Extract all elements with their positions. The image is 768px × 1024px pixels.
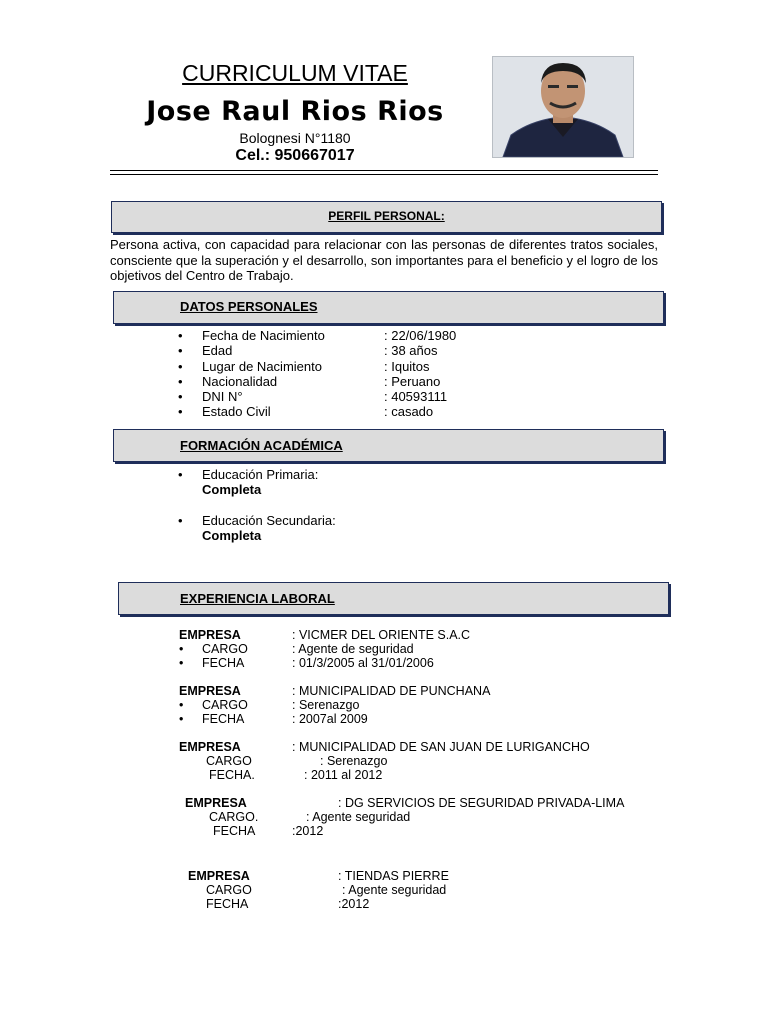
list-item: • Lugar de Nacimiento : Iquitos: [178, 358, 430, 374]
list-item: • DNI N° : 40593111: [178, 389, 448, 405]
header-divider: [110, 170, 658, 171]
job-entry: EMPRESA : MUNICIPALIDAD DE SAN JUAN DE LURIGANCHO CARGO : Serenazgo FECHA. : 2011 al 2012: [179, 740, 590, 782]
header-divider-secondary: [110, 174, 658, 175]
personal-data-list: [178, 328, 598, 420]
candidate-name: Jose Raul Rios Rios: [146, 96, 444, 127]
address: Bolognesi N°1180: [239, 130, 351, 146]
job-entry: EMPRESA : TIENDAS PIERRE CARGO : Agente seguridad FECHA :2012: [188, 869, 449, 911]
job-entry: EMPRESA : VICMER DEL ORIENTE S.A.C • CARGO : Agente de seguridad • FECHA : 01/3/2005 al 31/01/2006: [179, 628, 471, 670]
document-title: CURRICULUM VITAE: [182, 60, 408, 86]
list-item: • Edad : 38 años: [178, 343, 438, 359]
phone-number: Cel.: 950667017: [235, 147, 355, 164]
section-header-perfil: PERFIL PERSONAL:: [111, 201, 662, 233]
section-header-datos: DATOS PERSONALES: [113, 291, 664, 324]
list-item: • Nacionalidad : Peruano: [178, 373, 441, 389]
job-entry: EMPRESA : MUNICIPALIDAD DE PUNCHANA • CARGO : Serenazgo • FECHA : 2007al 2009: [179, 684, 491, 726]
profile-photo: [492, 56, 634, 158]
list-item: • Estado Civil : casado: [178, 404, 434, 420]
education-item-primaria: • Educación Primaria: Completa: [178, 467, 319, 497]
job-entry: EMPRESA : DG SERVICIOS DE SEGURIDAD PRIVADA-LIMA CARGO. : Agente seguridad FECHA :2012: [185, 796, 625, 838]
profile-paragraph: Persona activa, con capacidad para relacionar con las personas de diferentes tratos sociales, consciente que la superación y el desarrollo, son importantes para el beneficio y el logro de los objetivos del Centro de Trabajo.: [110, 237, 658, 283]
section-header-formacion: FORMACIÓN ACADÉMICA: [113, 429, 664, 462]
section-header-experiencia: EXPERIENCIA LABORAL: [118, 582, 669, 615]
person-portrait-icon: [493, 57, 633, 157]
list-item: • Fecha de Nacimiento : 22/06/1980: [178, 328, 457, 343]
education-item-secundaria: • Educación Secundaria: Completa: [178, 513, 336, 543]
